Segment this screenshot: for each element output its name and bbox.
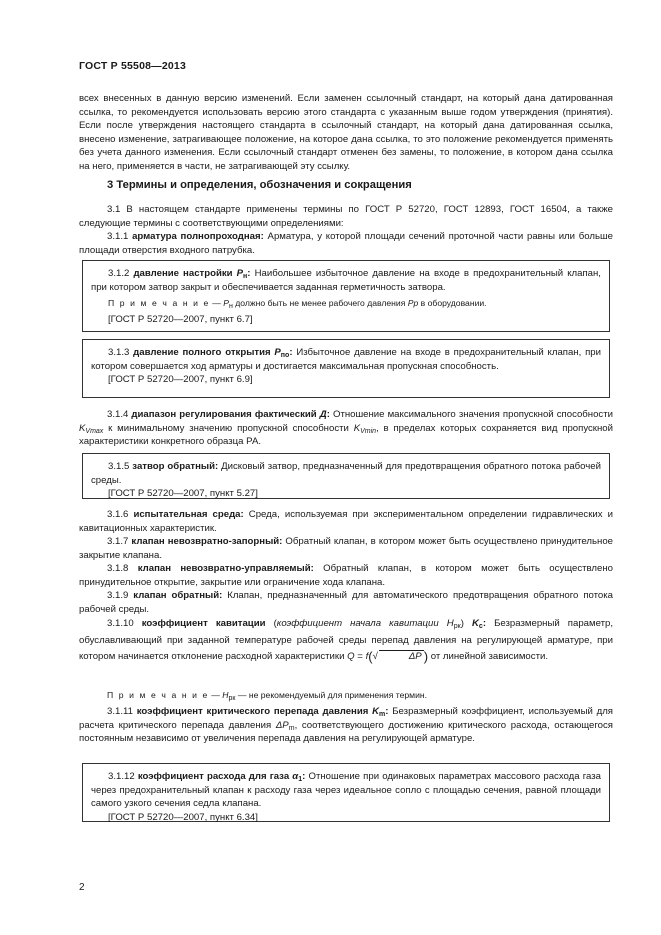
- term-3-1-5: 3.1.5 затвор обратный: Дисковый затвор, предназначенный для предотвращения обратного потока рабочей среды.: [91, 461, 601, 486]
- formula-q: Q = f(√ ΔP ): [347, 649, 429, 664]
- term-3-1-4: 3.1.4 диапазон регулирования фактический Д: Отношение максимального значения пропускной способности $K_{Vmax}$ к минимальному значению пропускной способности $K_{Vmin}$, в пределах которых сохраняется вид пропускной характеристики конкретного образца РА.: [79, 409, 613, 448]
- page-number: 2: [79, 882, 85, 893]
- source-3-1-3: [ГОСТ Р 52720—2007, пункт 6.9]: [108, 374, 253, 386]
- document-header: ГОСТ Р 55508—2013: [79, 60, 187, 72]
- term-3-1-1: 3.1.1 арматура полнопроходная: Арматура, у которой площади сечений проточной части равны или больше площади отверстия входного патрубка.: [79, 231, 613, 256]
- term-3-1-2: 3.1.2 давление настройки $P_н$: Наибольшее избыточное давление на входе в предохранительный клапан, при котором затвор закрыт и обеспечивается заданная герметичность затвора.: [91, 268, 601, 293]
- term-3-1-3: 3.1.3 давление полного открытия $P_{по}$: Избыточное давление на входе в предохранительный клапан, при котором совершается ход арматуры и достигается максимальная пропускная способность.: [91, 347, 601, 372]
- term-3-1-6: 3.1.6 испытательная среда: Среда, используемая при экспериментальном определении гидравлических и кавитационных характеристик.: [79, 509, 613, 534]
- term-3-1-11: 3.1.11 коэффициент критического перепада давления $K_m$: Безразмерный коэффициент, используемый для расчета критического перепада давления $\Delta P_m$, соответствующего достижению критического расхода, остающегося постоянным независимо от увеличения перепада давления на регулирующей арматуре.: [79, 706, 613, 745]
- section-title: 3 Термины и определения, обозначения и сокращения: [107, 179, 412, 191]
- note-3-1-2: П р и м е ч а н и е — $P_н$ должно быть не менее рабочего давления Рр в оборудовании.: [108, 298, 487, 311]
- term-box-3-1-2: [82, 260, 610, 332]
- term-3-1-9: 3.1.9 клапан обратный: Клапан, предназначенный для автоматического предотвращения обратного потока рабочей среды.: [79, 590, 614, 615]
- note-3-1-10: П р и м е ч а н и е — $H_{рк}$ — не рекомендуемый для применения термин.: [107, 690, 428, 702]
- source-3-1-12: [ГОСТ Р 52720—2007, пункт 6.34]: [108, 811, 258, 823]
- term-3-1-12: 3.1.12 коэффициент расхода для газа $\alpha_1$: Отношение при одинаковых параметрах массового расхода газа через предохранительный клапан к расходу газа через идеальное сопло с площадью сечения, равной площади самого узкого сечения седла клапана.: [91, 771, 601, 810]
- paragraph-3-1: 3.1 В настоящем стандарте применены термины по ГОСТ Р 52720, ГОСТ 12893, ГОСТ 16504, а также следующие термины с соответствующими определениями:: [79, 204, 613, 229]
- intro-paragraph: всех внесенных в данную версию изменений. Если заменен ссылочный стандарт, на который дана датированная ссылка, то рекомендуется использовать версию этого стандарта с указанным выше годом утверждения (принятия). Если после утверждения настоящего стандарта в ссылочный стандарт, на который дана датированная ссылка, внесено изменение, затрагивающее положение, на которое дана ссылка, то это положение рекомендуется применять без учета данного изменения. Если ссылочный стандарт отменен без замены, то положение, в котором дана ссылка на него, применяется в части, не затрагивающей эту ссылку.: [79, 93, 613, 172]
- term-3-1-7: 3.1.7 клапан невозвратно-запорный: Обратный клапан, в котором может быть осуществлено принудительное закрытие клапана.: [79, 536, 613, 561]
- term-box-3-1-3: [82, 339, 610, 398]
- term-box-3-1-12: [82, 763, 610, 822]
- source-3-1-2: [ГОСТ Р 52720—2007, пункт 6.7]: [108, 314, 253, 326]
- source-3-1-5: [ГОСТ Р 52720—2007, пункт 5.27]: [108, 488, 258, 500]
- term-3-1-8: 3.1.8 клапан невозвратно-управляемый: Обратный клапан, в котором может быть осуществлено принудительное открытие, закрытие или ограничение хода клапана.: [79, 563, 613, 588]
- term-3-1-10: 3.1.10 коэффициент кавитации (коэффициент начала кавитации $H_{рк}$) $K_c$: Безразмерный параметр, обуславливающий при заданной температуре рабочей среды перепад давления на регулирующей арматуре, при котором начинается отклонение расходной характеристики Q = f(√ ΔP ) от линейной зависимости.: [79, 618, 613, 664]
- term-box-3-1-5: [82, 453, 610, 499]
